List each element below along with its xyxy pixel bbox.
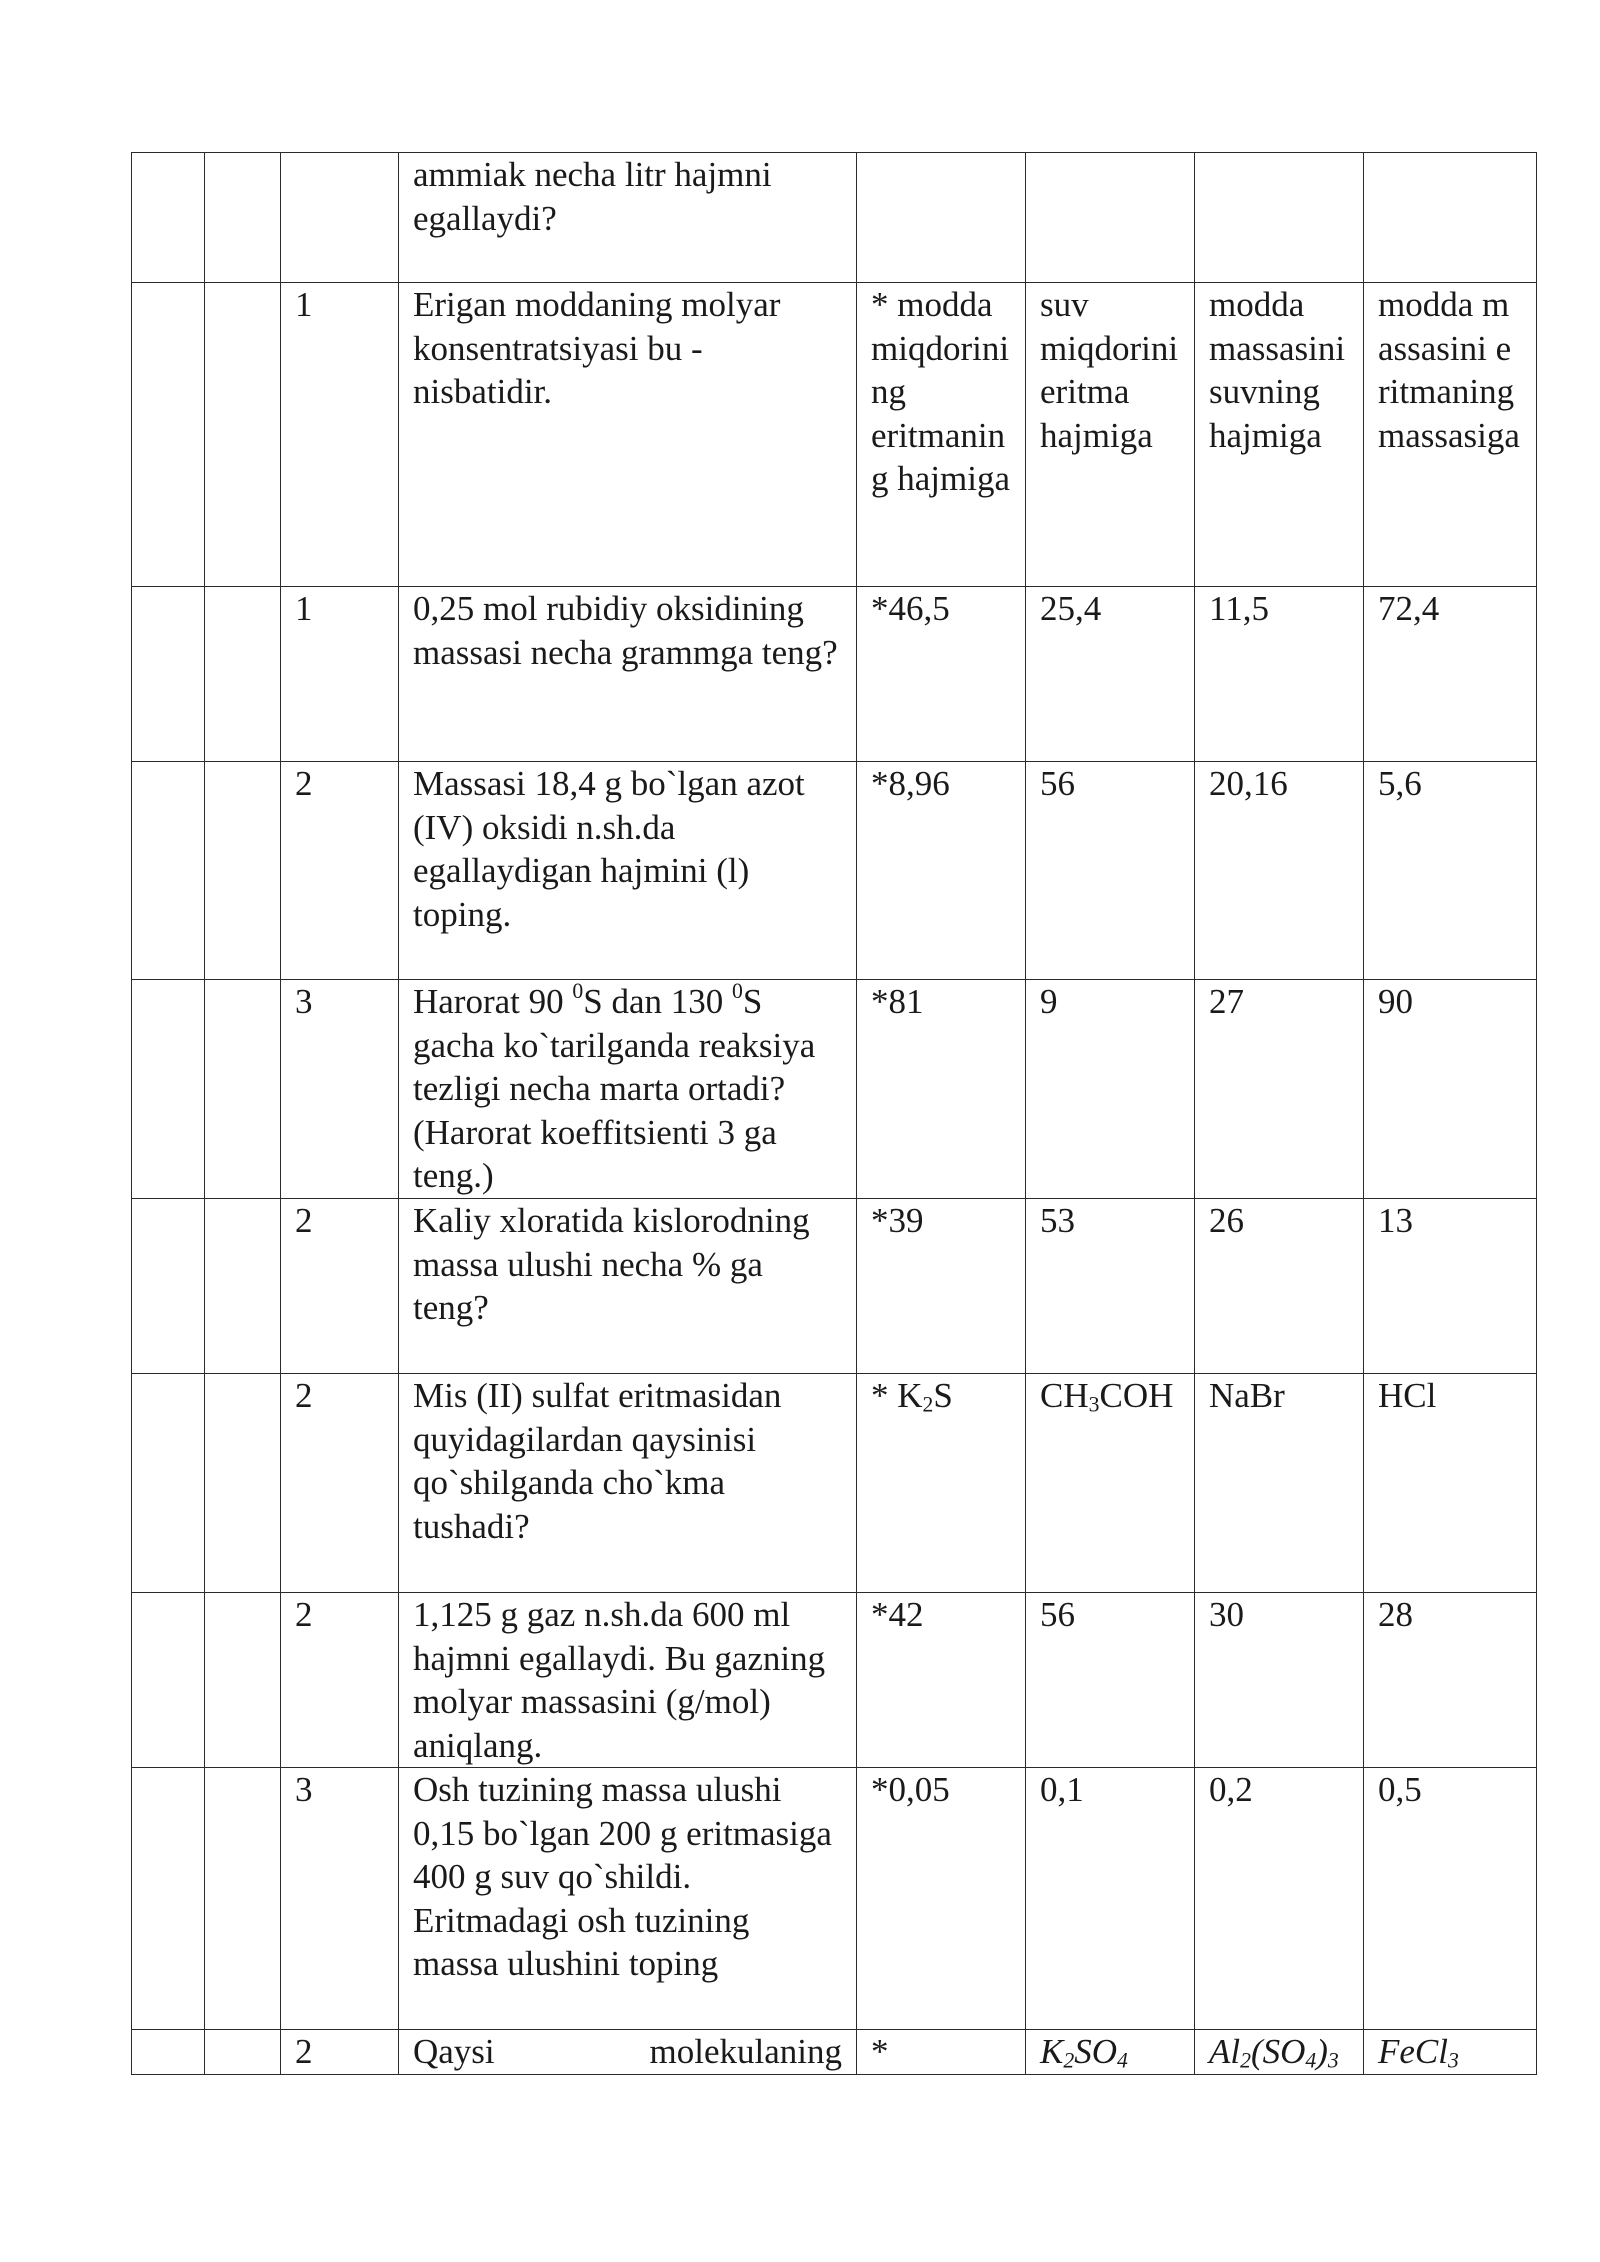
answer-a-cell: *8,96 <box>857 762 1026 980</box>
table-row <box>132 2030 1537 2075</box>
empty-cell <box>205 1199 281 1374</box>
table-row <box>132 153 1537 283</box>
empty-cell <box>132 587 205 762</box>
answer-b-cell: $CH_3COH$ <box>1026 1374 1195 1593</box>
answer-a-cell: *81 <box>857 980 1026 1199</box>
empty-cell <box>132 1593 205 1768</box>
empty-cell <box>205 153 281 283</box>
answer-d-cell: 0,5 <box>1364 1768 1537 2030</box>
difficulty-level-cell: 3 <box>281 1768 399 2030</box>
question-cell: Qaysi molekulaning <box>399 2030 857 2075</box>
difficulty-level-cell: 1 <box>281 283 399 587</box>
answer-c-cell: 0,2 <box>1195 1768 1364 2030</box>
table-row <box>132 1768 1537 2030</box>
answer-c-cell: 11,5 <box>1195 587 1364 762</box>
empty-cell <box>132 1199 205 1374</box>
answer-a-cell: *39 <box>857 1199 1026 1374</box>
answer-b-cell: 56 <box>1026 762 1195 980</box>
table-row <box>132 587 1537 762</box>
difficulty-level-cell <box>281 153 399 283</box>
question-cell: Harorat 90 $^0$S dan 130 $^0$S gacha ko`tarilganda reaksiya tezligi necha marta ortadi? (Harorat koeffitsienti 3 ga teng.) <box>399 980 857 1199</box>
answer-a-cell: *42 <box>857 1593 1026 1768</box>
difficulty-level-cell: 2 <box>281 1374 399 1593</box>
difficulty-level-cell: 2 <box>281 1593 399 1768</box>
answer-b-cell: 25,4 <box>1026 587 1195 762</box>
answer-a-cell: *0,05 <box>857 1768 1026 2030</box>
test-questions-table <box>131 152 1537 2075</box>
answer-c-cell: modda massasini suvning hajmiga <box>1195 283 1364 587</box>
empty-cell <box>205 1593 281 1768</box>
question-cell: 1,125 g gaz n.sh.da 600 ml hajmni egallaydi. Bu gazning molyar massasini (g/mol) aniqlang. <box>399 1593 857 1768</box>
answer-d-cell: 13 <box>1364 1199 1537 1374</box>
empty-cell <box>205 1374 281 1593</box>
empty-cell <box>205 1768 281 2030</box>
answer-a-cell: *46,5 <box>857 587 1026 762</box>
empty-cell <box>132 2030 205 2075</box>
answer-b-cell: suv miqdorini eritma hajmiga <box>1026 283 1195 587</box>
table-row <box>132 980 1537 1199</box>
answer-a-cell: * <box>857 2030 1026 2075</box>
answer-d-cell: 28 <box>1364 1593 1537 1768</box>
question-cell: Massasi 18,4 g bo`lgan azot (IV) oksidi n.sh.da egallaydigan hajmini (l) toping. <box>399 762 857 980</box>
answer-b-cell: 0,1 <box>1026 1768 1195 2030</box>
table-row <box>132 1593 1537 1768</box>
empty-cell <box>132 153 205 283</box>
answer-c-cell: 27 <box>1195 980 1364 1199</box>
question-cell: Erigan moddaning molyar konsentratsiyasi bu - nisbatidir. <box>399 283 857 587</box>
empty-cell <box>132 283 205 587</box>
answer-c-cell: 26 <box>1195 1199 1364 1374</box>
answer-d-cell: FeCl$_3$ <box>1364 2030 1537 2075</box>
answer-a-cell: * modda miqdorining eritmaning hajmiga <box>857 283 1026 587</box>
question-cell: ammiak necha litr hajmni egallaydi? <box>399 153 857 283</box>
empty-cell <box>132 1768 205 2030</box>
answer-d-cell: 72,4 <box>1364 587 1537 762</box>
difficulty-level-cell: 3 <box>281 980 399 1199</box>
empty-cell <box>205 283 281 587</box>
answer-b-cell: 56 <box>1026 1593 1195 1768</box>
question-cell: 0,25 mol rubidiy oksidining massasi necha grammga teng? <box>399 587 857 762</box>
empty-cell <box>205 2030 281 2075</box>
table-row <box>132 1374 1537 1593</box>
question-cell: Mis (II) sulfat eritmasidan quyidagilardan qaysinisi qo`shilganda cho`kma tushadi? <box>399 1374 857 1593</box>
table-row <box>132 283 1537 587</box>
answer-c-cell: 30 <box>1195 1593 1364 1768</box>
answer-d-cell: 5,6 <box>1364 762 1537 980</box>
difficulty-level-cell: 2 <box>281 2030 399 2075</box>
empty-cell <box>132 762 205 980</box>
difficulty-level-cell: 2 <box>281 762 399 980</box>
empty-cell <box>132 980 205 1199</box>
answer-a-cell <box>857 153 1026 283</box>
answer-d-cell: modda massasini eritmaning massasiga <box>1364 283 1537 587</box>
answer-c-cell: $Al_2(SO_4)_3$ <box>1195 2030 1364 2075</box>
difficulty-level-cell: 2 <box>281 1199 399 1374</box>
answer-b-cell <box>1026 153 1195 283</box>
answer-a-cell: * $K_2S$ <box>857 1374 1026 1593</box>
empty-cell <box>132 1374 205 1593</box>
empty-cell <box>205 762 281 980</box>
answer-d-cell <box>1364 153 1537 283</box>
empty-cell <box>205 587 281 762</box>
answer-d-cell: 90 <box>1364 980 1537 1199</box>
answer-c-cell: 20,16 <box>1195 762 1364 980</box>
table-row <box>132 1199 1537 1374</box>
difficulty-level-cell: 1 <box>281 587 399 762</box>
answer-b-cell: $K_2SO_4$ <box>1026 2030 1195 2075</box>
answer-c-cell <box>1195 153 1364 283</box>
answer-d-cell: HCl <box>1364 1374 1537 1593</box>
empty-cell <box>205 980 281 1199</box>
answer-b-cell: 53 <box>1026 1199 1195 1374</box>
question-cell: Kaliy xloratida kislorodning massa ulushi necha % ga teng? <box>399 1199 857 1374</box>
answer-b-cell: 9 <box>1026 980 1195 1199</box>
question-cell: Osh tuzining massa ulushi 0,15 bo`lgan 200 g eritmasiga 400 g suv qo`shildi. Eritmadagi osh tuzining massa ulushini toping <box>399 1768 857 2030</box>
table-row <box>132 762 1537 980</box>
answer-c-cell: NaBr <box>1195 1374 1364 1593</box>
